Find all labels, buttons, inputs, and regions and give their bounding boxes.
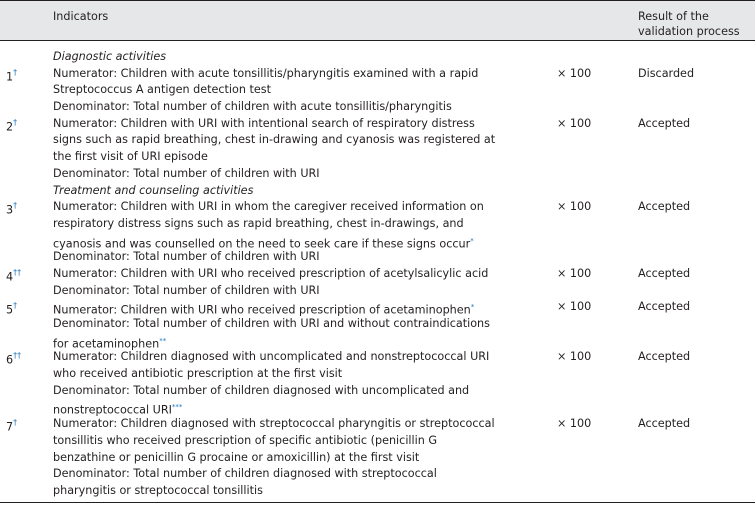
numerator-text: Numerator: Children with URI who received prescription of acetylsalicylic acid xyxy=(53,266,489,280)
table-row xyxy=(0,116,755,133)
row-number: 6†† xyxy=(6,351,22,368)
table-row-cont xyxy=(0,249,755,266)
denominator-text: Denominator: Total number of children with acute tonsillitis/pharyngitis xyxy=(53,100,452,114)
row-number: 1† xyxy=(6,67,18,84)
table-row-cont: nonstreptococcal URI*** xyxy=(53,403,183,418)
table-row-cont xyxy=(0,466,755,483)
table-row-cont: respiratory distress signs such as rapid breathing, chest in-drawings, and xyxy=(53,216,464,230)
numerator-text: Numerator: Children with URI who received prescription of acetaminophen* xyxy=(53,303,475,318)
table-row-cont: pharyngitis or streptococcal tonsillitis xyxy=(53,483,263,497)
numerator-text: Numerator: Children diagnosed with streptococcal pharyngitis or streptococcal xyxy=(53,417,495,431)
table-row xyxy=(0,299,755,316)
multiplier: × 100 xyxy=(557,116,592,130)
denominator-text: Denominator: Total number of children diagnosed with uncomplicated and xyxy=(53,383,470,397)
validation-result: Discarded xyxy=(638,66,695,80)
validation-result: Accepted xyxy=(638,350,691,364)
table-row xyxy=(0,349,755,366)
table-body xyxy=(0,49,755,500)
table-row-cont xyxy=(0,166,755,183)
table-row-cont: signs such as rapid breathing, chest in-drawing and cyanosis was registered at xyxy=(53,133,496,147)
table-row xyxy=(0,199,755,216)
numerator-text: Numerator: Children diagnosed with uncomplicated and nonstreptococcal URI xyxy=(53,350,490,364)
table-row-cont: the first visit of URI episode xyxy=(53,150,208,164)
denominator-text: Denominator: Total number of children with URI and without contraindications xyxy=(53,317,490,330)
section-heading: Treatment and counseling activities xyxy=(53,183,254,197)
validation-result: Accepted xyxy=(638,116,691,130)
table-row xyxy=(0,266,755,283)
table-header xyxy=(0,0,755,41)
validation-result: Accepted xyxy=(638,200,691,214)
bottom-rule xyxy=(0,502,755,503)
multiplier: × 100 xyxy=(557,300,592,314)
row-number: 3† xyxy=(6,201,18,217)
row-number: 4†† xyxy=(6,267,22,284)
multiplier: × 100 xyxy=(557,66,592,80)
denominator-text: Denominator: Total number of children with URI xyxy=(53,283,320,297)
denominator-text: Denominator: Total number of children with URI xyxy=(53,250,320,264)
header-result xyxy=(638,10,740,39)
header-result-line2: validation process xyxy=(638,24,740,38)
denominator-text: Denominator: Total number of children diagnosed with streptococcal xyxy=(53,467,437,481)
header-result-line1: Result of the xyxy=(638,10,709,23)
table-row-cont xyxy=(0,383,755,400)
section-heading: Diagnostic activities xyxy=(53,50,167,63)
multiplier: × 100 xyxy=(557,350,592,364)
table-row-cont: for acetaminophen** xyxy=(53,336,167,351)
table-row-cont: tonsillitis who received prescription of specific antibiotic (penicillin G xyxy=(53,433,438,447)
table-row xyxy=(0,416,755,433)
numerator-text: Numerator: Children with acute tonsillitis/pharyngitis examined with a rapid xyxy=(53,66,479,80)
multiplier: × 100 xyxy=(557,200,592,214)
header-indicators: Indicators xyxy=(53,10,109,23)
footnote-mark: *** xyxy=(171,403,183,412)
table-row-cont: cyanosis and was counselled on the need to seek care if these signs occur* xyxy=(53,236,474,251)
multiplier: × 100 xyxy=(557,417,592,431)
denominator-text: Denominator: Total number of children with URI xyxy=(53,166,320,180)
table-row-cont: benzathine or penicillin G procaine or amoxicillin) at the first visit xyxy=(53,450,420,464)
table-row xyxy=(0,66,755,83)
row-number: 2† xyxy=(6,117,18,134)
row-number: 7† xyxy=(6,418,18,434)
table-row-cont xyxy=(0,99,755,116)
validation-result: Accepted xyxy=(638,266,691,280)
numerator-text: Numerator: Children with URI with intentional search of respiratory distress xyxy=(53,116,475,130)
validation-result: Accepted xyxy=(638,417,691,431)
validation-result: Accepted xyxy=(638,300,691,314)
footnote-mark: * xyxy=(470,303,475,312)
row-number: 5† xyxy=(6,301,18,318)
footnote-mark: * xyxy=(470,236,474,245)
table-row-cont: Streptococcus A antigen detection test xyxy=(53,83,271,97)
multiplier: × 100 xyxy=(557,266,592,280)
table-row-cont xyxy=(0,283,755,300)
footnote-mark: ** xyxy=(159,336,167,345)
numerator-text: Numerator: Children with URI in whom the caregiver received information on xyxy=(53,200,484,214)
table-row-cont: who received antibiotic prescription at the first visit xyxy=(53,367,343,381)
table-row-cont xyxy=(0,316,755,333)
